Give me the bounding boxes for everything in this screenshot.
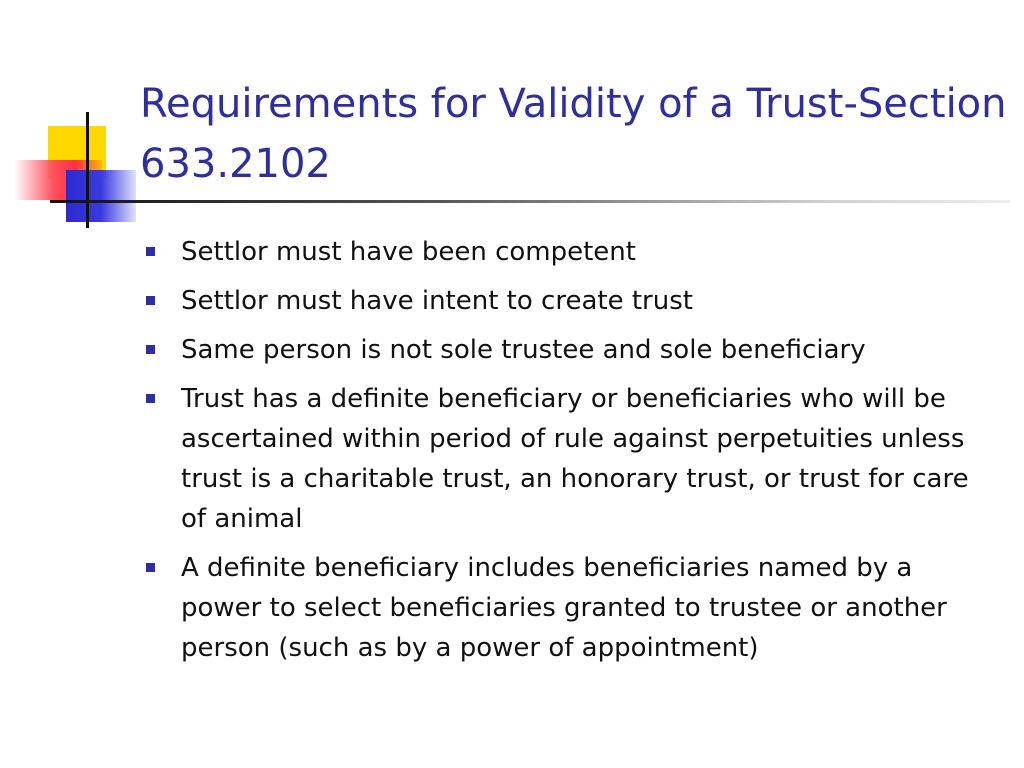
bullet-item — [140, 232, 1000, 272]
square-bullet-icon — [146, 563, 155, 572]
square-bullet-icon — [146, 247, 155, 256]
logo-vertical-line — [86, 112, 89, 228]
square-bullet-icon — [146, 345, 155, 354]
bullet-list — [140, 232, 1000, 677]
title-underline-rule — [50, 200, 1010, 203]
bullet-text: Settlor must have been competent — [181, 237, 636, 267]
slide-title: Requirements for Validity of a Trust-Section 633.2102 — [140, 81, 1007, 187]
bullet-text: Same person is not sole trustee and sole beneficiary — [181, 335, 866, 365]
bullet-text: Trust has a definite beneficiary or beneficiaries who will be ascertained within period of rule against perpetuities unless trust is a charitable trust, an honorary trust, or trust for care of animal — [181, 384, 969, 534]
bullet-item — [140, 281, 1000, 321]
blue-square — [66, 170, 136, 222]
bullet-item — [140, 379, 1000, 539]
overlapping-squares-logo-icon — [0, 0, 140, 240]
square-bullet-icon — [146, 394, 155, 403]
square-bullet-icon — [146, 296, 155, 305]
bullet-item — [140, 548, 1000, 668]
bullet-text: A definite beneficiary includes beneficiaries named by a power to select beneficiaries granted to trustee or another person (such as by a power of appointment) — [181, 553, 947, 663]
bullet-text: Settlor must have intent to create trust — [181, 286, 693, 316]
bullet-item — [140, 330, 1000, 370]
